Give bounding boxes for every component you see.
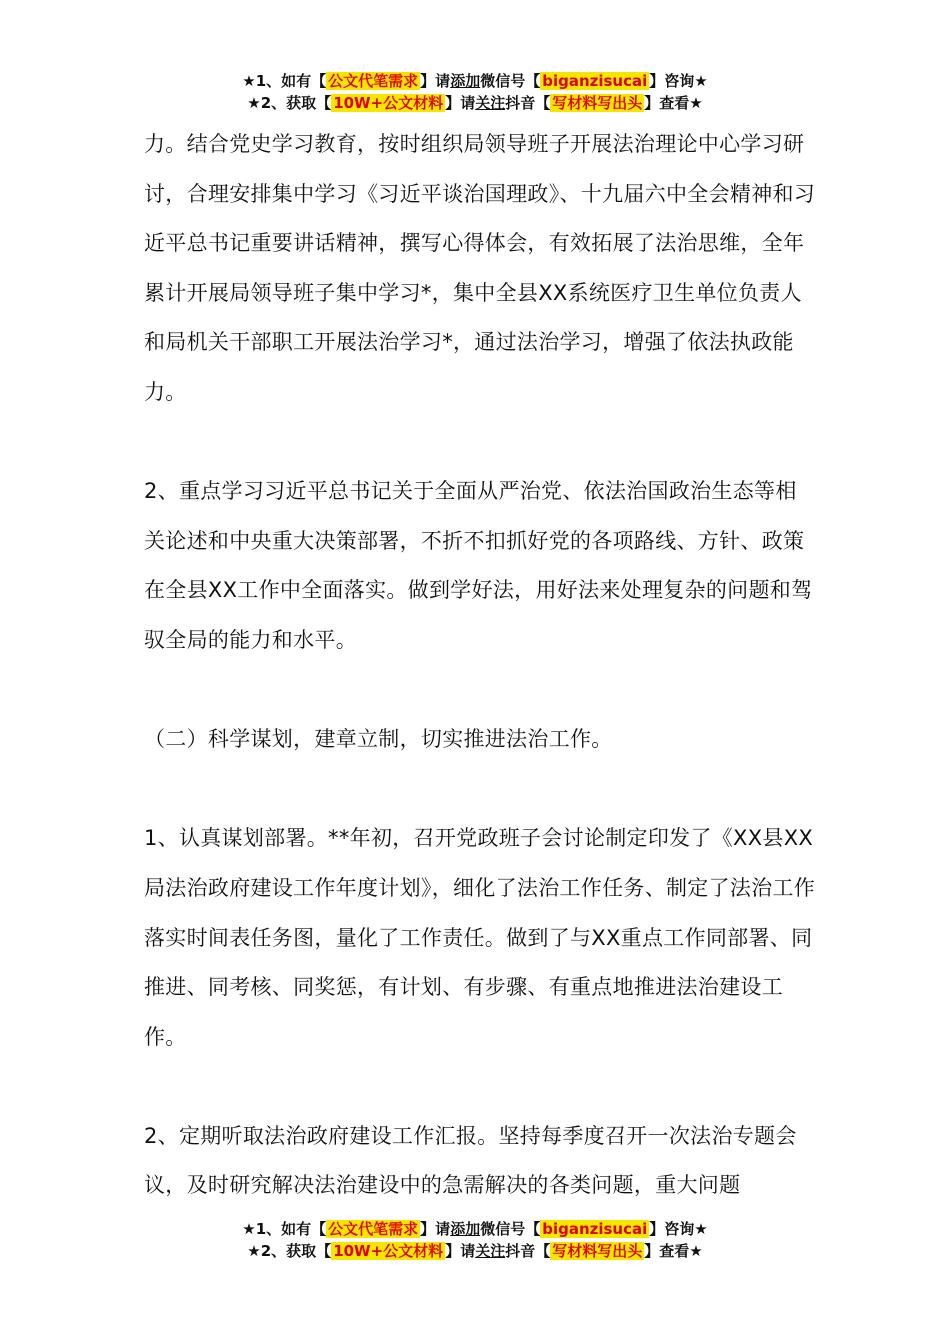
banner-text: 】咨询★: [649, 1220, 708, 1238]
banner-highlight: 公文代笔需求: [328, 72, 419, 90]
banner-text: 】查看★: [644, 1242, 703, 1260]
paragraph: 2、重点学习习近平总书记关于全面从严治党、依法治国政治生态等相关论述和中央重大决策部署，不折不扣抓好党的各项路线、方针、政策在全县XX工作中全面落实。做到学好法，用好法来处理复杂的问题和驾驭全局的能力和水平。: [144, 479, 813, 652]
banner-highlight: 公文代笔需求: [328, 1220, 419, 1238]
banner-text: ★1、如有【: [242, 1220, 327, 1238]
banner-highlight: 写材料写出头: [552, 1242, 643, 1260]
banner-underlined-text: 添加: [450, 72, 481, 90]
paragraph: 2、定期听取法治政府建设工作汇报。坚持每季度召开一次法治专题会议，及时研究解决法治建设中的急需解决的各类问题，重大问题: [144, 1123, 797, 1198]
banner-text: 微信号【: [480, 72, 541, 90]
banner-text: 】请: [445, 94, 476, 112]
banner-text: 】请: [445, 1242, 476, 1260]
banner-text: ★2、获取【: [247, 1242, 332, 1260]
banner-underlined-text: 关注: [475, 94, 506, 112]
banner-highlight: biganzisucai: [542, 1220, 648, 1238]
banner-text: 】请: [420, 1220, 451, 1238]
banner-text: ★2、获取【: [247, 94, 332, 112]
banner-line-1: [0, 1218, 950, 1240]
banner-line-2: [0, 1240, 950, 1262]
banner-highlight: 10W+公文材料: [333, 94, 444, 112]
section-heading: （二）科学谋划，建章立制，切实推进法治工作。: [144, 727, 613, 752]
banner-highlight: 写材料写出头: [552, 94, 643, 112]
banner-text: 】咨询★: [649, 72, 708, 90]
banner-underlined-text: 关注: [475, 1242, 506, 1260]
banner-text: 】请: [420, 72, 451, 90]
banner-text: 】查看★: [644, 94, 703, 112]
paragraph: 力。结合党史学习教育，按时组织局领导班子开展法治理论中心学习研讨，合理安排集中学习《习近平谈治国理政》、十九届六中全会精神和习近平总书记重要讲话精神，撰写心得体会，有效拓展了法治思维，全年累计开展局领导班子集中学习*，集中全县XX系统医疗卫生单位负责人和局机关干部职工开展法治学习*，通过法治学习，增强了依法执政能力。: [144, 132, 816, 404]
banner-highlight: biganzisucai: [542, 72, 648, 90]
banner-text: ★1、如有【: [242, 72, 327, 90]
banner-line-2: [0, 92, 950, 114]
banner-highlight: 10W+公文材料: [333, 1242, 444, 1260]
banner-underlined-text: 添加: [450, 1220, 481, 1238]
banner-text: 抖音【: [505, 94, 551, 112]
document-body: [144, 120, 816, 1211]
footer-banner: [0, 1218, 950, 1262]
paragraph: 1、认真谋划部署。**年初，召开党政班子会讨论制定印发了《XX县XX局法治政府建设工作年度计划》，细化了法治工作任务、制定了法治工作落实时间表任务图，量化了工作责任。做到了与XX重点工作同部署、同推进、同考核、同奖惩，有计划、有步骤、有重点地推进法治建设工作。: [144, 826, 816, 1049]
banner-text: 抖音【: [505, 1242, 551, 1260]
header-banner: [0, 70, 950, 114]
banner-line-1: [0, 70, 950, 92]
banner-text: 微信号【: [480, 1220, 541, 1238]
